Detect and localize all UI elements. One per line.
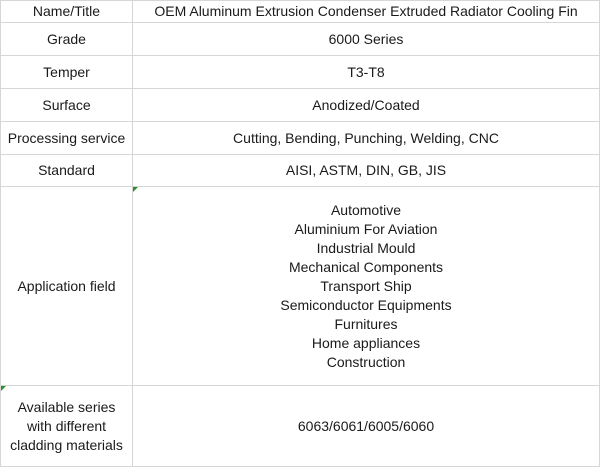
name-title-label: Name/Title	[1, 1, 133, 23]
available-label-line: cladding materials	[10, 436, 123, 453]
name-title-value: OEM Aluminum Extrusion Condenser Extruded Radiator Cooling Fin	[133, 1, 600, 23]
temper-label: Temper	[1, 56, 133, 89]
surface-label: Surface	[1, 89, 133, 122]
table-row-available-series	[1, 386, 600, 467]
grade-label: Grade	[1, 23, 133, 56]
list-item: Furnitures	[334, 315, 398, 332]
list-item: Home appliances	[311, 334, 421, 351]
list-item: Transport Ship	[320, 277, 412, 294]
processing-label: Processing service	[1, 122, 133, 155]
list-item: Automotive	[330, 201, 402, 218]
application-list	[135, 201, 597, 372]
table-row-grade	[1, 23, 600, 56]
table-row-application	[1, 187, 600, 386]
available-series-value: 6063/6061/6005/6060	[133, 386, 600, 467]
table-row-title	[1, 1, 600, 23]
grade-value: 6000 Series	[133, 23, 600, 56]
application-label: Application field	[1, 187, 133, 386]
list-item: Semiconductor Equipments	[280, 296, 452, 313]
available-series-label	[1, 386, 133, 467]
surface-value: Anodized/Coated	[133, 89, 600, 122]
list-item: Aluminium For Aviation	[294, 220, 438, 237]
standard-label: Standard	[1, 155, 133, 187]
available-label-line: Available series	[17, 398, 116, 415]
list-item: Construction	[326, 353, 406, 370]
list-item: Mechanical Components	[288, 258, 444, 275]
table-row-standard	[1, 155, 600, 187]
standard-value: AISI, ASTM, DIN, GB, JIS	[133, 155, 600, 187]
application-value	[133, 187, 600, 386]
table-row-temper	[1, 56, 600, 89]
temper-value: T3-T8	[133, 56, 600, 89]
table-row-surface	[1, 89, 600, 122]
available-label-line: with different	[26, 417, 107, 434]
comment-indicator	[133, 187, 138, 192]
processing-value: Cutting, Bending, Punching, Welding, CNC	[133, 122, 600, 155]
list-item: Industrial Mould	[316, 239, 416, 256]
table-row-processing	[1, 122, 600, 155]
comment-indicator	[1, 386, 6, 391]
